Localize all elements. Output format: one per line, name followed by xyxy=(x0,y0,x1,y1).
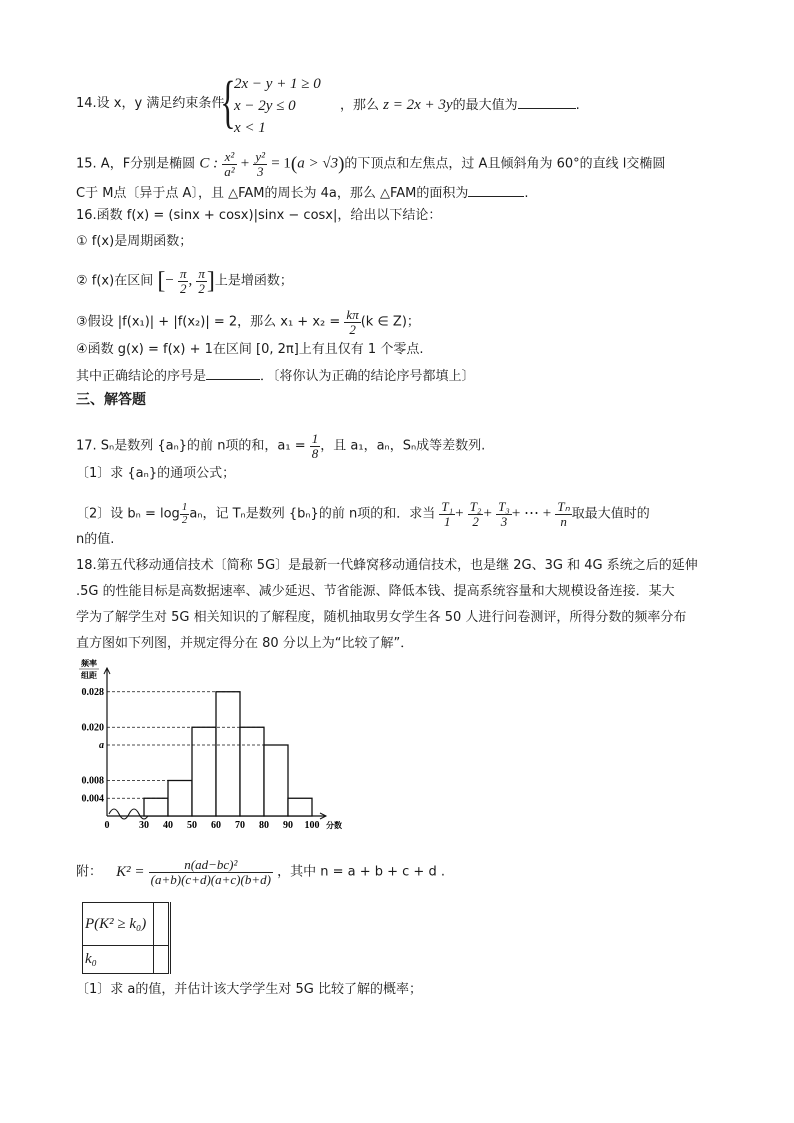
q17-line1: 17. Sₙ是数列 {aₙ}的前 n项的和，a₁ = $\frac{1}{8}$ ，且 a₁，aₙ，Sₙ成等差数列. xyxy=(76,431,486,461)
x-tick-label: 70 xyxy=(235,820,245,831)
q15-line1: 15. A，F分别是椭圆 C : $\frac{\text{x²}}{\text{a²}}$ + $\frac{\text{y²}}{3}$ = 1(a > √3)的下顶点和左焦点，过 A且倾斜角为 60°的直线 l交椭圆 xyxy=(76,149,666,179)
x-tick-label: 30 xyxy=(139,820,149,831)
q17-part1: 〔1〕求 {aₙ}的通项公式； xyxy=(76,466,236,481)
x-tick-label: 40 xyxy=(163,820,173,831)
q15-cond: a > √3 xyxy=(297,155,339,172)
q14-answer-blank xyxy=(518,96,576,109)
q18-part1: 〔1〕求 a的值，并估计该大学学生对 5G 比较了解的概率； xyxy=(76,982,422,997)
q14-system xyxy=(234,73,321,139)
x-tick-label: 100 xyxy=(304,820,320,831)
q16-intro: 16.函数 f(x) = (sinx + cosx)|sinx − cosx|，给出以下结论： xyxy=(76,208,442,223)
q14-objective: z = 2x + 3y xyxy=(383,97,453,113)
histogram-bar xyxy=(144,798,168,816)
histogram-bar xyxy=(264,745,288,816)
q14-cond3: x < 1 xyxy=(234,120,266,136)
y-label-top: 频率 xyxy=(81,659,97,668)
y-tick-label: 0.004 xyxy=(81,793,104,805)
q15-l1b: 的下顶点和左焦点，过 A且倾斜角为 60°的直线 l交椭圆 xyxy=(344,156,666,172)
q18-line4: 直方图如下列图，并规定得分在 80 分以上为“比较了解”． xyxy=(76,636,414,651)
q15-l1a: 15. A，F分别是椭圆 xyxy=(76,156,196,172)
x-axis-label: 分数 xyxy=(326,821,342,830)
y-tick-label: a xyxy=(99,740,104,751)
x-tick-label: 90 xyxy=(283,820,293,831)
q14-suffix: 的最大值为 xyxy=(452,98,518,113)
x-tick-label: 60 xyxy=(211,820,221,831)
q15-frac-y: $\frac{\text{y²}}{3}$ xyxy=(255,149,266,179)
section-heading: 三、解答题 xyxy=(76,392,146,408)
q14-mid: ，那么 xyxy=(340,98,380,113)
x-tick-label: 50 xyxy=(187,820,197,831)
table-row-k0: k₀ xyxy=(83,946,154,974)
q14-cond1: 2x − y + 1 ≥ 0 xyxy=(234,76,321,92)
y-tick-label: 0.008 xyxy=(81,775,104,787)
histogram-bar xyxy=(216,692,240,816)
q16-item3: ③假设 |f(x₁)| + |f(x₂)| = 2，那么 x₁ + x₂ = $\frac{k\pi}{2}$ (k ∈ Z)； xyxy=(76,307,420,337)
y-tick-label: 0.020 xyxy=(81,722,104,734)
q16-ask: 其中正确结论的序号是 ．〔将你认为正确的结论序号都填上〕 xyxy=(76,369,475,384)
q14-brace: { xyxy=(220,69,236,134)
q18-line1: 18.第五代移动通信技术〔简称 5G〕是最新一代蜂窝移动通信技术，也是继 2G、3G 和 4G 系统之后的延伸 xyxy=(76,558,698,573)
q17-part2: 〔2〕设 bₙ = log $\frac{1}{2}$ aₙ，记 Tₙ是数列 {bₙ}的前 n项的和．求当 $\frac{\text{T₁}}{1}$ + $\frac{\text{T₂}}{2}$ + $\frac{\text{T₃}}{3}$ + ⋯ + $\frac{\text{Tₙ}}{n}$ 取最大值时的 xyxy=(76,499,650,529)
q17-part2-end: n的值. xyxy=(76,532,115,547)
histogram-bar xyxy=(192,727,216,816)
q16-item4: ④函数 g(x) = f(x) + 1在区间 [0, 2π]上有且仅有 1 个零点. xyxy=(76,342,424,357)
q15-l2a: C于 M点〔异于点 A〕，且 △FAM的周长为 4a，那么 △FAM的面积为 xyxy=(76,186,469,201)
histogram-bar xyxy=(168,781,192,817)
frequency-histogram xyxy=(74,656,354,836)
q14-line-right: ，那么 z = 2x + 3y的最大值为 . xyxy=(340,97,580,113)
histogram-bar xyxy=(240,727,264,816)
y-label-bottom: 组距 xyxy=(81,671,97,680)
q14-cond2: x − 2y ≤ 0 xyxy=(234,98,296,114)
q15-line2: C于 M点〔异于点 A〕，且 △FAM的周长为 4a，那么 △FAM的面积为 . xyxy=(76,186,529,201)
q15-frac-x: $\frac{\text{x²}}{\text{a²}}$ xyxy=(224,149,235,179)
q14-prefix: 14.设 x，y 满足约束条件 xyxy=(76,96,225,111)
q16-item1: ① f(x)是周期函数； xyxy=(76,234,193,249)
q15-answer-blank xyxy=(468,184,524,197)
x-tick-label: 0 xyxy=(104,820,110,831)
q18-line2: .5G 的性能目标是高数据速率、减少延迟、节省能源、降低本钱、提高系统容量和大规模设备连接．某大 xyxy=(76,584,675,599)
q15-eq: = 1 xyxy=(271,155,291,172)
q15-ellipse-name: C : xyxy=(199,155,219,172)
histogram-bar xyxy=(288,798,312,816)
table-row-prob: P(K² ≥ k₀) xyxy=(83,903,154,946)
q16-answer-blank xyxy=(206,367,260,380)
q18-appendix: 附： K² = $\frac{\text{n(ad−bc)²}}{(a+b)(c+d)(a+c)(b+d)}$ ，其中 n = a + b + c + d . xyxy=(76,857,445,887)
critical-value-table xyxy=(82,902,171,974)
q18-line3: 学为了解学生对 5G 相关知识的了解程度，随机抽取男女学生各 50 人进行问卷测评，所得分数的频率分布 xyxy=(76,610,687,625)
q16-item2: ② f(x)在区间 [− $\frac{\pi}{2}$ , $\frac{\pi}{2}$ ]上是增函数； xyxy=(76,265,293,296)
y-tick-label: 0.028 xyxy=(81,686,104,698)
x-tick-label: 80 xyxy=(259,820,269,831)
